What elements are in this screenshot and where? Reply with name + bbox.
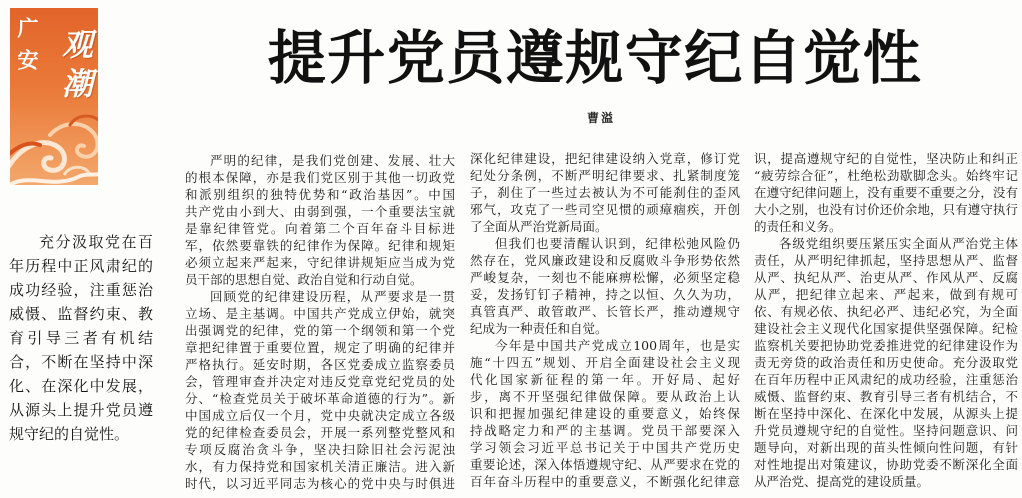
body-line: 从严治党、提高党的建设质量。	[754, 474, 930, 489]
body-line: 章把纪律置于重要位置，规定了明确的纪律并	[185, 340, 455, 355]
body-line: 了全面从严治党新局面。	[470, 219, 608, 234]
lead-line: 充分汲取党在百	[39, 233, 153, 251]
body-line: 代化国家新征程的第一年。开好局、起好	[470, 372, 740, 387]
body-line: 严明的纪律，是我们党创建、发展、壮大	[210, 153, 455, 168]
lead-line: 育引导三者有机结	[9, 329, 153, 347]
body-line: 对性地提出对策建议，协助党委不断深化全面	[754, 457, 1018, 472]
body-line: 责任，从严明纪律抓起，坚持思想从严、监督	[754, 253, 1018, 268]
body-line: 军，依然要靠铁的纪律作为保障。纪律和规矩	[185, 238, 455, 253]
body-line: 断在坚持中深化、在深化中发展，从源头上提	[754, 406, 1018, 421]
body-line: 识和把握加强纪律建设的重要意义，始终保	[470, 406, 740, 421]
body-line: 升党员遵规守纪的自觉性。坚持问题意识、问	[754, 423, 1018, 438]
body-line: 邪气，攻克了一些司空见惯的顽瘴痼疾，开创	[470, 202, 740, 217]
body-line: 会，管理审查并决定对违反党章党纪党员的处	[185, 374, 455, 389]
body-line: 纪成为一种责任和自觉。	[470, 321, 608, 336]
body-line: 施“十四五”规划、开启全面建设社会主义现	[470, 355, 740, 370]
body-line: 出强调党的纪律，党的第一个纲领和第一个党	[185, 323, 455, 338]
body-line: 今年是中国共产党成立100周年，也是实	[495, 338, 740, 353]
body-column-1	[185, 152, 455, 492]
body-line: 从严，把纪律立起来、严起来，做到有规可	[754, 287, 1018, 302]
body-column-2	[470, 150, 740, 490]
body-line: 专项反腐治贪斗争，坚决扫除旧社会污泥浊	[185, 442, 455, 457]
body-line: 和派别组织的独特优势和“政治基因”。中国	[185, 187, 455, 202]
body-line: 严格执行。延安时期，各区党委成立监察委员	[185, 357, 455, 372]
body-line: 持战略定力和严的主基调。党员干部要深入	[470, 423, 740, 438]
body-line: 在百年历程中正风肃纪的成功经验，注重惩治	[754, 372, 1018, 387]
body-line: 党的纪律检查委员会，开展一系列整党整风和	[185, 425, 455, 440]
body-line: 分、“检查党员关于破坏革命道德的行为”。新	[185, 391, 455, 406]
body-line: 的根本保障，亦是我们党区别于其他一切政党	[185, 170, 455, 185]
lead-line: 成功经验，注重惩治	[9, 281, 153, 299]
body-line: 识，提高遵规守纪的自觉性，坚决防止和纠正	[754, 151, 1018, 166]
body-line: 深化纪律建设，把纪律建设纳入党章，修订党	[470, 151, 740, 166]
article-title: 提升党员遵规守纪自觉性	[267, 24, 923, 92]
lead-line: 年历程中正风肃纪的	[9, 257, 153, 275]
body-line: 中国成立后仅一个月，党中央就决定成立各级	[185, 408, 455, 423]
body-line: 从严、执纪从严、治吏从严、作风从严、反腐	[754, 270, 1018, 285]
body-line: 纪处分条例，不断严明纪律要求、扎紧制度笼	[470, 168, 740, 183]
body-line: 子，刹住了一些过去被认为不可能刹住的歪风	[470, 185, 740, 200]
body-line: 然存在，党风廉政建设和反腐败斗争形势依然	[470, 253, 740, 268]
body-line: 严峻复杂，一刻也不能麻痹松懈，必须坚定稳	[470, 270, 740, 285]
lead-line: 规守纪的自觉性。	[9, 425, 130, 443]
body-line: 共产党由小到大、由弱到强，一个重要法宝就	[185, 204, 455, 219]
lead-line: 化、在深化中发展，	[9, 377, 153, 395]
byline: 曹溢	[586, 111, 615, 125]
column-place-name: 广安	[15, 17, 40, 81]
body-line: 百年奋斗历程中的重要意义，不断强化纪律意	[470, 474, 740, 489]
wave-stroke	[50, 124, 98, 157]
body-line: 学习领会习近平总书记关于中国共产党历史	[470, 440, 740, 455]
body-line: “疲劳综合征”，杜绝松劲歇脚念头。始终牢记	[754, 168, 1018, 183]
wave-stroke	[10, 172, 98, 185]
body-line: 建设社会主义现代化国家提供坚强保障。纪检	[754, 321, 1018, 336]
body-line: 监察机关要把协助党委推进党的纪律建设作为	[754, 338, 1018, 353]
body-line: 立场、是主基调。中国共产党成立伊始，就突	[185, 306, 455, 321]
body-line: 是靠纪律管党。向着第二个百年奋斗目标进	[185, 221, 455, 236]
body-line: 妥，发扬钉钉子精神，持之以恒、久久为功，	[470, 287, 740, 302]
body-line: 但我们也要清醒认识到，纪律松弛风险仍	[495, 236, 740, 251]
body-line: 水，有力保持党和国家机关清正廉洁。进入新	[185, 459, 455, 474]
lead-column	[9, 230, 153, 446]
body-column-3	[754, 150, 1018, 490]
body-line: 题导向，对新出现的苗头性倾向性问题，有针	[754, 440, 1018, 455]
body-line: 大小之别，也没有讨价还价余地，只有遵守执行	[754, 202, 1018, 217]
body-line: 时代，以习近平同志为核心的党中央与时俱进	[185, 476, 455, 491]
lead-line: 合，不断在坚持中深	[9, 353, 153, 371]
body-line: 依、有规必依、执纪必严、违纪必究，为全面	[754, 304, 1018, 319]
body-line: 重要论述，深入体悟遵规守纪、从严要求在党的	[470, 457, 740, 472]
wave-illustration	[10, 105, 98, 185]
body-line: 的责任和义务。	[754, 219, 842, 234]
body-line: 责无旁贷的政治责任和历史使命。充分汲取党	[754, 355, 1018, 370]
body-line: 在遵守纪律问题上，没有重要不重要之分，没有	[754, 185, 1018, 200]
lead-line: 威慑、监督约束、教	[9, 305, 153, 323]
body-line: 步，离不开坚强纪律做保障。要从政治上认	[470, 389, 740, 404]
body-line: 回顾党的纪律建设历程，从严要求是一贯	[210, 289, 455, 304]
column-tile	[10, 8, 98, 185]
body-line: 威慑、监督约束、教育引导三者有机结合，不	[754, 389, 1018, 404]
body-line: 员干部的思想自觉、政治自觉和行动自觉。	[185, 272, 423, 287]
lead-line: 从源头上提升党员遵	[9, 401, 153, 419]
column-name: 观潮	[56, 28, 92, 106]
body-line: 真管真严、敢管敢严、长管长严，推动遵规守	[470, 304, 740, 319]
body-line: 各级党组织要压紧压实全面从严治党主体	[779, 236, 1018, 251]
body-line: 必须立起来严起来，守纪律讲规矩应当成为党	[185, 255, 455, 270]
